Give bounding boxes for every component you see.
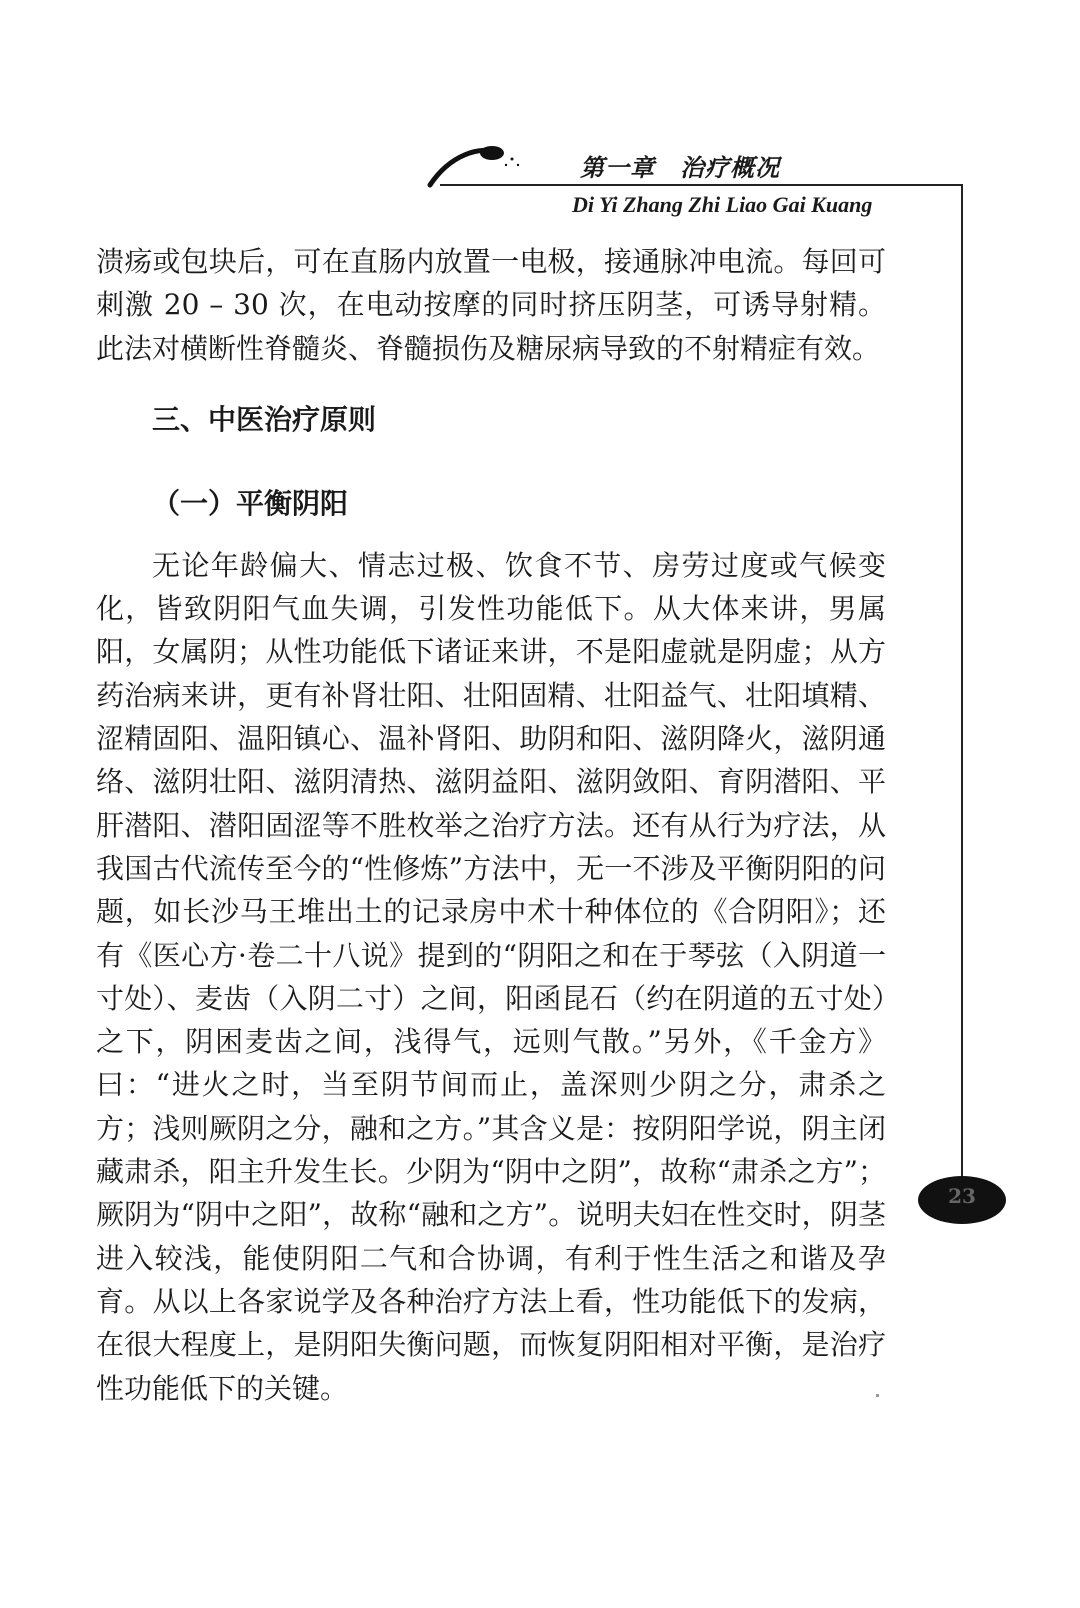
header-ornament-icon xyxy=(420,135,540,195)
paragraph-main: 无论年龄偏大、情志过极、饮食不节、房劳过度或气候变化，皆致阴阳气血失调，引发性功能低下。从大体来讲，男属阳，女属阴；从性功能低下诸证来讲，不是阳虚就是阴虚；从方药治病来讲，更有补肾壮阳、壮阳固精、壮阳益气、壮阳填精、涩精固阳、温阳镇心、温补肾阳、助阴和阳、滋阴降火，滋阴通络、滋阴壮阳、滋阴清热、滋阴益阳、滋阴敛阳、育阴潜阳、平肝潜阳、潜阳固涩等不胜枚举之治疗方法。还有从行为疗法，从我国古代流传至今的“性修炼”方法中，无一不涉及平衡阴阳的问题，如长沙马王堆出土的记录房中术十种体位的《合阴阳》；还有《医心方·卷二十八说》提到的“阴阳之和在于琴弦（入阴道一寸处）、麦齿（入阴二寸）之间，阳函昆石（约在阴道的五寸处）之下，阴困麦齿之间，浅得气，远则气散。”另外，《千金方》曰：“进火之时，当至阴节间而止，盖深则少阴之分，肃杀之方；浅则厥阴之分，融和之方。”其含义是：按阴阳学说，阴主闭藏肃杀，阳主升发生长。少阴为“阴中之阴”，故称“肃杀之方”；厥阴为“阴中之阳”，故称“融和之方”。说明夫妇在性交时，阴茎进入较浅，能使阴阳二气和合协调，有利于性生活之和谐及孕育。从以上各家说学及各种治疗方法上看，性功能低下的发病，在很大程度上，是阴阳失衡问题，而恢复阴阳相对平衡，是治疗性功能低下的关键。 xyxy=(96,548,886,1405)
scan-speck xyxy=(876,1394,879,1397)
side-rule xyxy=(961,184,963,1184)
page-body xyxy=(96,240,886,1410)
subsection-heading: （一）平衡阴阳 xyxy=(152,486,349,520)
running-header-chapter: 第一章 治疗概况 xyxy=(580,153,780,182)
running-header-pinyin: Di Yi Zhang Zhi Liao Gai Kuang xyxy=(572,192,873,217)
section-heading: 三、中医治疗原则 xyxy=(152,402,377,436)
header-rule xyxy=(440,184,962,186)
page-number: 23 xyxy=(948,1184,976,1208)
paragraph-intro: 溃疡或包块后，可在直肠内放置一电极，接通脉冲电流。每回可刺激 20 – 30 次，在电动按摩的同时挤压阴茎，可诱导射精。此法对横断性脊髓炎、脊髓损伤及糖尿病导致的不射精症有效。 xyxy=(96,245,886,365)
spacer xyxy=(96,524,886,544)
